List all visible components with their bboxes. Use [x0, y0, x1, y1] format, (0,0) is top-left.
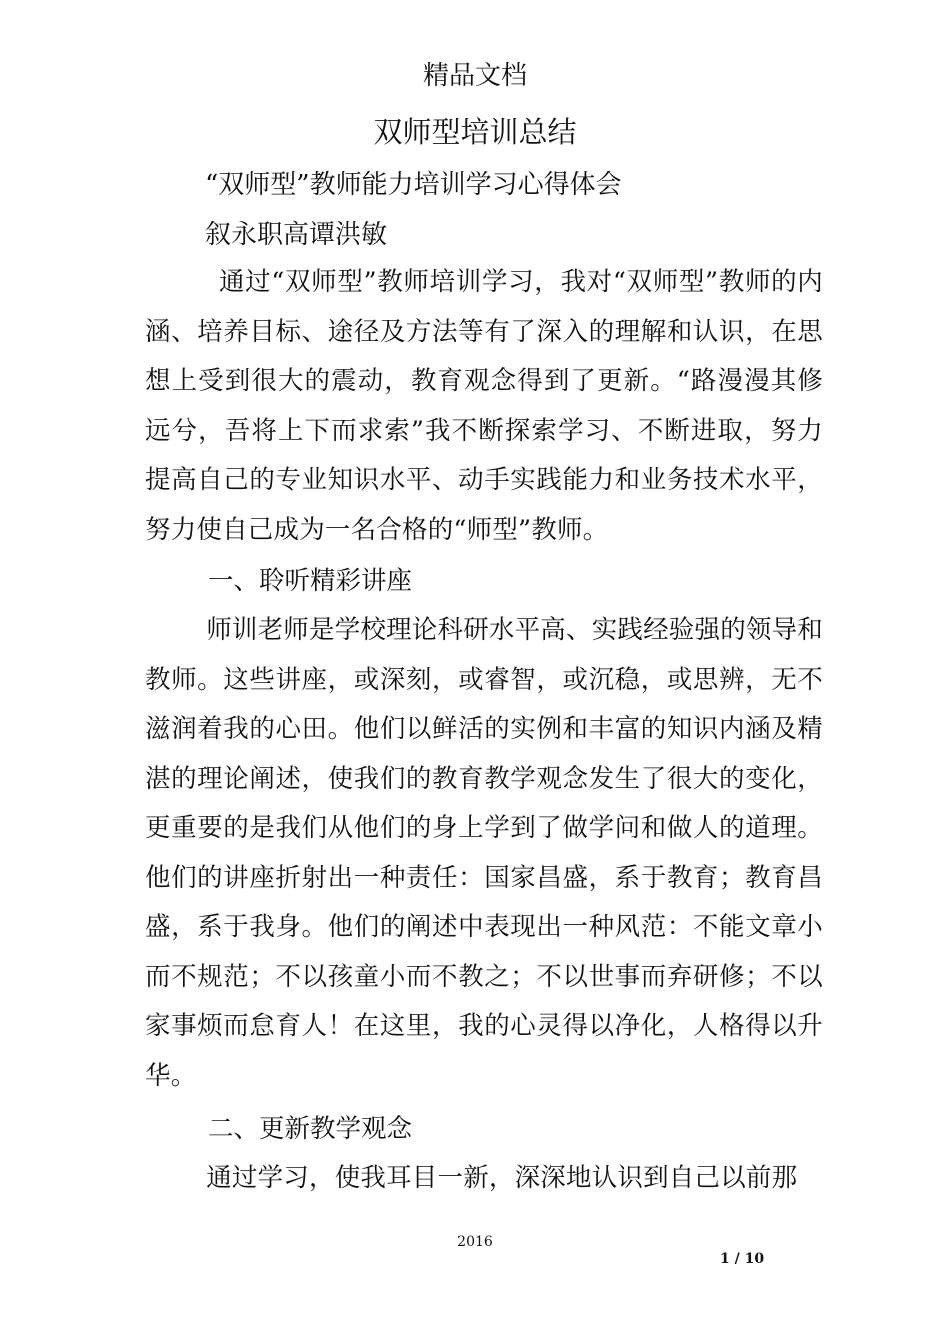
header-label: 精品文档 — [422, 61, 527, 91]
section-2-paragraph: 通过学习，使我耳目一新，深深地认识到自己以前那 — [206, 1163, 798, 1193]
document-title: 双师型培训总结 — [373, 115, 577, 149]
intro-paragraph: 通过“双师型”教师培训学习，我对“双师型”教师的内涵、培养目标、途径及方法等有了深入的理解和认识，在思想上受到很大的震动，教育观念得到了更新。“路漫漫其修远兮，吾将上下而求索”我不断探索学习、不断进取，努力提高自己的专业知识水平、动手实践能力和业务技术水平，努力使自己成为一名合格的“师型”教师。 — [145, 267, 823, 545]
page-number: 1 / 10 — [720, 1251, 765, 1267]
footer-year: 2016 — [457, 1234, 493, 1250]
section-heading-2: 二、更新教学观念 — [208, 1114, 413, 1144]
document-authors: 叙永职高谭洪敏 — [205, 220, 388, 250]
section-heading-1: 一、聆听精彩讲座 — [208, 566, 413, 596]
section-1-paragraph: 师训老师是学校理论科研水平高、实践经验强的领导和教师。这些讲座，或深刻，或睿智，或沉稳，或思辨，无不滋润着我的心田。他们以鲜活的实例和丰富的知识内涵及精湛的理论阐述，使我们的教育教学观念发生了很大的变化，更重要的是我们从他们的身上学到了做学问和做人的道理。他们的讲座折射出一种责任：国家昌盛，系于教育；教育昌盛，系于我身。他们的阐述中表现出一种风范：不能文章小而不规范；不以孩童小而不教之；不以世事而弃研修；不以家事烦而怠育人！在这里，我的心灵得以净化，人格得以升华。 — [145, 615, 823, 1091]
document-subtitle: “双师型”教师能力培训学习心得体会 — [205, 170, 622, 200]
